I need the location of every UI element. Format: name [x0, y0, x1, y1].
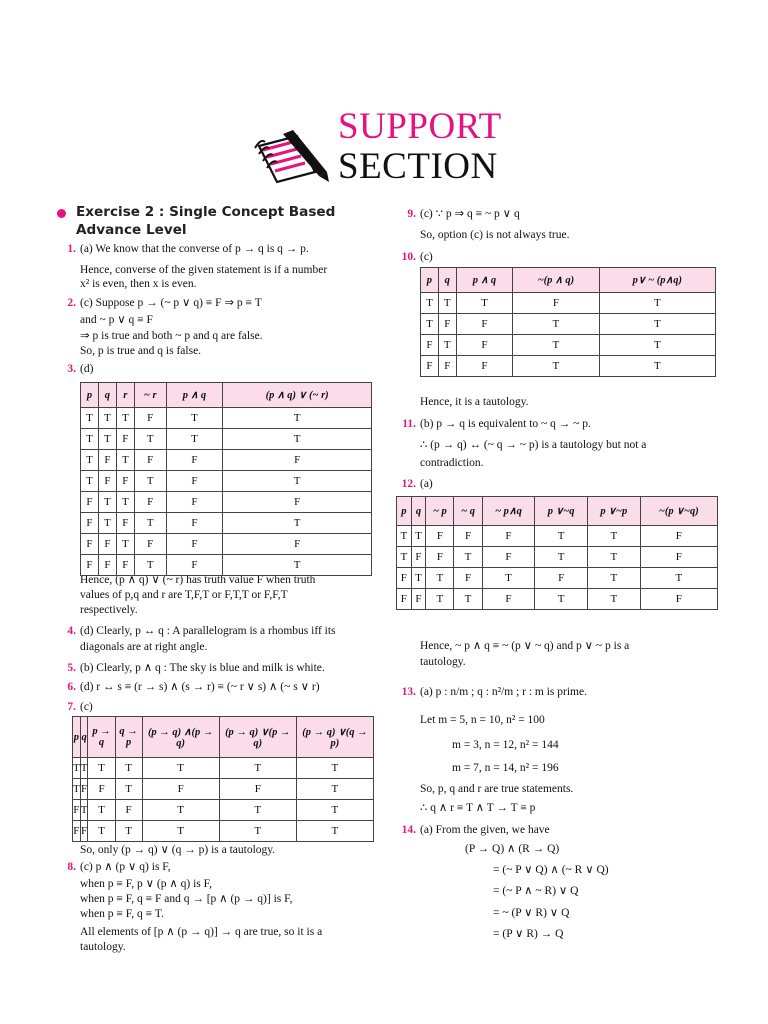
table-cell: F [116, 429, 134, 450]
table-cell: T [454, 547, 482, 568]
table-header-cell: ~ q [454, 497, 482, 526]
line-text: (d) r ↔ s ≡ (r → s) ∧ (s → r) ≡ (~ r ∨ s) ∧ (~ s ∨ r) [80, 681, 320, 693]
line-text: ∴ (p → q) ↔ (~ q → ~ p) is a tautology but not a [420, 439, 647, 451]
table-cell: T [115, 779, 142, 800]
table-cell: T [116, 534, 134, 555]
table-header-cell: q [80, 717, 88, 758]
table-cell: F [411, 589, 426, 610]
line-text: tautology. [80, 941, 126, 953]
right-line [452, 761, 559, 775]
table-row [81, 450, 372, 471]
right-line [465, 842, 559, 856]
table-cell: T [98, 492, 116, 513]
table-cell: F [426, 526, 454, 547]
left-line [80, 877, 212, 891]
left-line [80, 925, 322, 939]
right-line [493, 884, 579, 898]
line-text: (a) We know that the converse of p → q is q → p. [80, 243, 309, 255]
table-cell: F [482, 526, 535, 547]
table-cell: T [116, 408, 134, 429]
right-line [420, 655, 466, 669]
table-header-cell: p → q [88, 717, 115, 758]
line-text: Let m = 5, n = 10, n² = 100 [420, 714, 545, 726]
table-cell: T [411, 568, 426, 589]
table-cell: F [535, 568, 588, 589]
right-line [420, 713, 545, 727]
truth-table-q12 [396, 496, 718, 610]
line-text: So, p is true and q is false. [80, 345, 202, 357]
right-line [420, 801, 535, 815]
truth-table-q10 [420, 267, 716, 377]
table-header-cell: ~(p ∨~q) [640, 497, 717, 526]
table-cell: F [397, 589, 412, 610]
left-line [80, 263, 327, 277]
table-cell: T [115, 758, 142, 779]
table-cell: F [80, 779, 88, 800]
line-text: and ~ p ∨ q ≡ F [80, 314, 153, 326]
table-cell: T [81, 408, 99, 429]
table-cell: F [223, 492, 372, 513]
table-cell: F [116, 555, 134, 576]
table-cell: F [223, 450, 372, 471]
table-cell: T [587, 568, 640, 589]
bullet-icon [57, 209, 66, 218]
table-row [73, 800, 374, 821]
right-line [420, 456, 484, 470]
table-cell: T [142, 821, 219, 842]
table-cell: T [296, 758, 373, 779]
table-cell: F [88, 779, 115, 800]
table-cell: T [134, 555, 166, 576]
table-header-cell: p ∧ q [166, 383, 223, 408]
table-cell: T [166, 408, 223, 429]
table-cell: T [482, 568, 535, 589]
table-cell: F [438, 356, 456, 377]
right-line [420, 228, 569, 242]
left-line [67, 860, 171, 874]
table-cell: T [223, 408, 372, 429]
table-cell: T [219, 821, 296, 842]
right-line [402, 417, 591, 431]
table-cell: F [223, 534, 372, 555]
exercise-title-line2: Advance Level [76, 222, 187, 238]
table-cell: F [81, 555, 99, 576]
table-cell: T [587, 526, 640, 547]
line-text: Hence, converse of the given statement is if a number [80, 264, 328, 276]
table-header-cell: p∨ ~ (p∧q) [599, 268, 715, 293]
table-cell: F [98, 534, 116, 555]
table-cell: T [587, 589, 640, 610]
left-line [67, 700, 93, 714]
table-cell: F [116, 513, 134, 534]
question-number: 13. [401, 686, 416, 698]
table-cell: T [223, 429, 372, 450]
right-line [452, 738, 559, 752]
table-row [81, 492, 372, 513]
line-text: = (~ P ∧ ~ R) ∨ Q [493, 885, 579, 897]
table-cell: F [81, 492, 99, 513]
header-support: SUPPORT [338, 106, 502, 147]
table-cell: T [438, 335, 456, 356]
table-cell: T [80, 758, 88, 779]
table-cell: T [73, 779, 81, 800]
table-cell: T [438, 293, 456, 314]
table-cell: F [454, 568, 482, 589]
line-text: respectively. [80, 604, 138, 616]
table-cell: F [640, 547, 717, 568]
table-header-cell: q [411, 497, 426, 526]
truth-table-q3 [80, 382, 372, 576]
table-row [81, 408, 372, 429]
notebook-pen-icon [253, 128, 335, 187]
table-cell: T [513, 314, 599, 335]
line-text: contradiction. [420, 457, 484, 469]
line-text: when p ≡ F, p ∨ (p ∧ q) is F, [80, 878, 213, 890]
line-text: (P → Q) ∧ (R → Q) [465, 843, 560, 855]
table-cell: T [535, 526, 588, 547]
table-cell: F [454, 526, 482, 547]
table-cell: T [134, 513, 166, 534]
line-text: = (P ∨ R) → Q [493, 928, 564, 940]
question-number: 10. [401, 251, 416, 263]
table-row [81, 513, 372, 534]
table-row [73, 779, 374, 800]
table-row [397, 526, 718, 547]
question-number: 3. [67, 363, 76, 375]
table-cell: T [88, 800, 115, 821]
line-text: (a) [420, 478, 433, 490]
line-text: Hence, (p ∧ q) ∨ (~ r) has truth value F when truth [80, 574, 316, 586]
table-row [81, 429, 372, 450]
question-number: 5. [67, 662, 76, 674]
line-text: ∴ q ∧ r ≡ T ∧ T → T ≡ p [420, 802, 536, 814]
table-cell: T [587, 547, 640, 568]
table-cell: T [397, 547, 412, 568]
table-cell: F [134, 492, 166, 513]
right-line [420, 438, 646, 452]
table-cell: T [411, 526, 426, 547]
table-cell: T [98, 429, 116, 450]
table-header-cell: p [73, 717, 81, 758]
table-row [421, 314, 716, 335]
table-header-cell: (p → q) ∧(p → q) [142, 717, 219, 758]
line-text: So, option (c) is not always true. [420, 229, 570, 241]
table-cell: T [513, 356, 599, 377]
line-text: (a) From the given, we have [420, 824, 550, 836]
table-cell: T [142, 758, 219, 779]
table-cell: F [81, 534, 99, 555]
table-header-cell: (p → q) ∨(p → q) [219, 717, 296, 758]
table-cell: F [166, 555, 223, 576]
table-row [421, 293, 716, 314]
table-cell: T [296, 821, 373, 842]
truth-table-q7 [72, 716, 374, 842]
line-text: diagonals are at right angle. [80, 641, 208, 653]
table-cell: T [599, 293, 715, 314]
table-cell: F [438, 314, 456, 335]
question-number: 12. [401, 478, 416, 490]
table-cell: T [134, 429, 166, 450]
table-cell: F [411, 547, 426, 568]
table-header-cell: p ∨~q [535, 497, 588, 526]
table-cell: F [482, 547, 535, 568]
table-cell: T [81, 450, 99, 471]
table-cell: T [535, 547, 588, 568]
left-line [67, 362, 94, 376]
table-header-cell: p ∧ q [456, 268, 512, 293]
table-cell: T [88, 758, 115, 779]
table-cell: F [80, 821, 88, 842]
table-cell: F [640, 526, 717, 547]
left-line [80, 329, 263, 343]
question-number: 11. [402, 418, 416, 430]
table-header-cell: p [81, 383, 99, 408]
table-cell: F [73, 800, 81, 821]
table-cell: T [81, 471, 99, 492]
exercise-title [76, 203, 335, 239]
left-line [80, 344, 201, 358]
line-text: (c) p ∧ (p ∨ q) is F, [80, 861, 171, 873]
table-header-cell: q [438, 268, 456, 293]
question-number: 14. [401, 824, 416, 836]
table-cell: F [456, 356, 512, 377]
line-text: (c) Suppose p → (~ p ∨ q) ≡ F ⇒ p ≡ T [80, 297, 262, 309]
right-line [407, 207, 520, 221]
table-cell: F [73, 821, 81, 842]
right-line [493, 906, 569, 920]
line-text: Hence, it is a tautology. [420, 396, 529, 408]
table-row [397, 568, 718, 589]
table-cell: F [219, 779, 296, 800]
line-text: (c) [80, 701, 93, 713]
table-header-cell: (p ∧ q) ∨ (~ r) [223, 383, 372, 408]
line-text: = (~ P ∨ Q) ∧ (~ R ∨ Q) [493, 864, 609, 876]
table-cell: T [98, 513, 116, 534]
table-cell: T [223, 555, 372, 576]
table-cell: T [223, 513, 372, 534]
table-header-cell: q [98, 383, 116, 408]
table-cell: F [134, 534, 166, 555]
table-header-cell: ~ p∧q [482, 497, 535, 526]
table-cell: F [166, 492, 223, 513]
table-cell: T [513, 335, 599, 356]
left-line [80, 892, 293, 906]
left-line [80, 940, 126, 954]
question-number: 1. [67, 243, 76, 255]
table-cell: F [166, 450, 223, 471]
table-header-cell: p [397, 497, 412, 526]
table-cell: F [421, 356, 439, 377]
line-text: (b) Clearly, p ∧ q : The sky is blue and milk is white. [80, 662, 325, 674]
table-header-cell: p ∨~p [587, 497, 640, 526]
question-number: 8. [67, 861, 76, 873]
line-text: (c) ∵ p ⇒ q ≡ ~ p ∨ q [420, 208, 520, 220]
line-text: (b) p → q is equivalent to ~ q → ~ p. [420, 418, 591, 430]
table-cell: F [421, 335, 439, 356]
table-cell: T [116, 492, 134, 513]
line-text: (d) Clearly, p ↔ q : A parallelogram is a rhombus iff its [80, 625, 336, 637]
table-cell: T [73, 758, 81, 779]
table-cell: T [80, 800, 88, 821]
table-cell: T [142, 800, 219, 821]
left-line [80, 603, 138, 617]
line-text: So, only (p → q) ∨ (q → p) is a tautology. [80, 844, 276, 856]
table-cell: F [482, 589, 535, 610]
table-cell: F [456, 335, 512, 356]
table-header-cell: ~ p [426, 497, 454, 526]
table-cell: T [599, 356, 715, 377]
line-text: when p ≡ F, q ≡ T. [80, 908, 164, 920]
table-cell: T [223, 471, 372, 492]
question-number: 9. [407, 208, 416, 220]
table-cell: F [134, 408, 166, 429]
left-line [67, 624, 336, 638]
table-cell: T [426, 568, 454, 589]
table-cell: F [98, 450, 116, 471]
table-cell: T [219, 800, 296, 821]
exercise-title-line1: Exercise 2 : Single Concept Based [76, 204, 336, 220]
left-line [67, 661, 325, 675]
table-cell: T [456, 293, 512, 314]
table-cell: F [166, 513, 223, 534]
table-row [421, 335, 716, 356]
right-line [493, 863, 609, 877]
table-cell: T [116, 450, 134, 471]
table-cell: F [166, 471, 223, 492]
left-line [67, 296, 262, 310]
table-cell: T [426, 589, 454, 610]
left-line [80, 640, 207, 654]
line-text: Hence, ~ p ∧ q ≡ ~ (p ∨ ~ q) and p ∨ ~ p is a [420, 640, 630, 652]
table-cell: T [535, 589, 588, 610]
right-line [420, 395, 528, 409]
left-line [80, 313, 153, 327]
question-number: 6. [67, 681, 76, 693]
table-row [81, 534, 372, 555]
question-number: 4. [67, 625, 76, 637]
left-line [67, 242, 309, 256]
table-cell: T [599, 335, 715, 356]
table-cell: T [81, 429, 99, 450]
table-cell: F [98, 555, 116, 576]
question-number: 7. [67, 701, 76, 713]
table-cell: T [98, 408, 116, 429]
table-cell: T [88, 821, 115, 842]
line-text: = ~ (P ∨ R) ∨ Q [493, 907, 570, 919]
table-row [73, 821, 374, 842]
line-text: So, p, q and r are true statements. [420, 783, 574, 795]
left-line [80, 907, 164, 921]
table-cell: F [134, 450, 166, 471]
right-line [401, 250, 433, 264]
table-cell: T [219, 758, 296, 779]
table-cell: T [421, 293, 439, 314]
left-line [67, 680, 320, 694]
table-row [73, 758, 374, 779]
table-header-cell: q → p [115, 717, 142, 758]
table-cell: F [98, 471, 116, 492]
table-row [81, 555, 372, 576]
right-line [401, 685, 587, 699]
question-number: 2. [67, 297, 76, 309]
line-text: x² is even, then x is even. [80, 278, 197, 290]
table-cell: T [640, 568, 717, 589]
table-cell: F [513, 293, 599, 314]
table-row [397, 589, 718, 610]
table-header-cell: ~ r [134, 383, 166, 408]
table-cell: T [296, 800, 373, 821]
table-cell: F [166, 534, 223, 555]
table-header-cell: (p → q) ∨(q → p) [296, 717, 373, 758]
table-cell: T [166, 429, 223, 450]
table-row [421, 356, 716, 377]
table-header-cell: p [421, 268, 439, 293]
line-text: (d) [80, 363, 94, 375]
table-cell: T [421, 314, 439, 335]
line-text: m = 3, n = 12, n² = 144 [452, 739, 559, 751]
table-row [397, 547, 718, 568]
table-cell: T [134, 471, 166, 492]
table-cell: F [640, 589, 717, 610]
right-line [401, 823, 550, 837]
table-row [81, 471, 372, 492]
line-text: (c) [420, 251, 433, 263]
table-cell: T [454, 589, 482, 610]
right-line [420, 639, 629, 653]
right-line [420, 782, 573, 796]
table-cell: T [397, 526, 412, 547]
table-cell: F [116, 471, 134, 492]
line-text: ⇒ p is true and both ~ p and q are false. [80, 330, 263, 342]
table-cell: T [599, 314, 715, 335]
line-text: m = 7, n = 14, n² = 196 [452, 762, 559, 774]
line-text: when p ≡ F, q ≡ F and q → [p ∧ (p → q)] is F, [80, 893, 293, 905]
line-text: values of p,q and r are T,F,T or F,T,T or F,F,T [80, 589, 288, 601]
table-cell: T [296, 779, 373, 800]
table-header-cell: ~(p ∧ q) [513, 268, 599, 293]
table-cell: F [456, 314, 512, 335]
left-line [80, 843, 275, 857]
line-text: tautology. [420, 656, 466, 668]
table-cell: F [426, 547, 454, 568]
table-cell: F [142, 779, 219, 800]
right-line [493, 927, 563, 941]
table-header-cell: r [116, 383, 134, 408]
right-line [401, 477, 433, 491]
table-cell: T [115, 821, 142, 842]
line-text: All elements of [p ∧ (p → q)] → q are true, so it is a [80, 926, 323, 938]
line-text: (a) p : n/m ; q : n²/m ; r : m is prime. [420, 686, 587, 698]
header-section: SECTION [338, 146, 498, 187]
table-cell: F [397, 568, 412, 589]
table-cell: F [81, 513, 99, 534]
left-line [80, 588, 288, 602]
table-cell: F [115, 800, 142, 821]
left-line [80, 277, 197, 291]
